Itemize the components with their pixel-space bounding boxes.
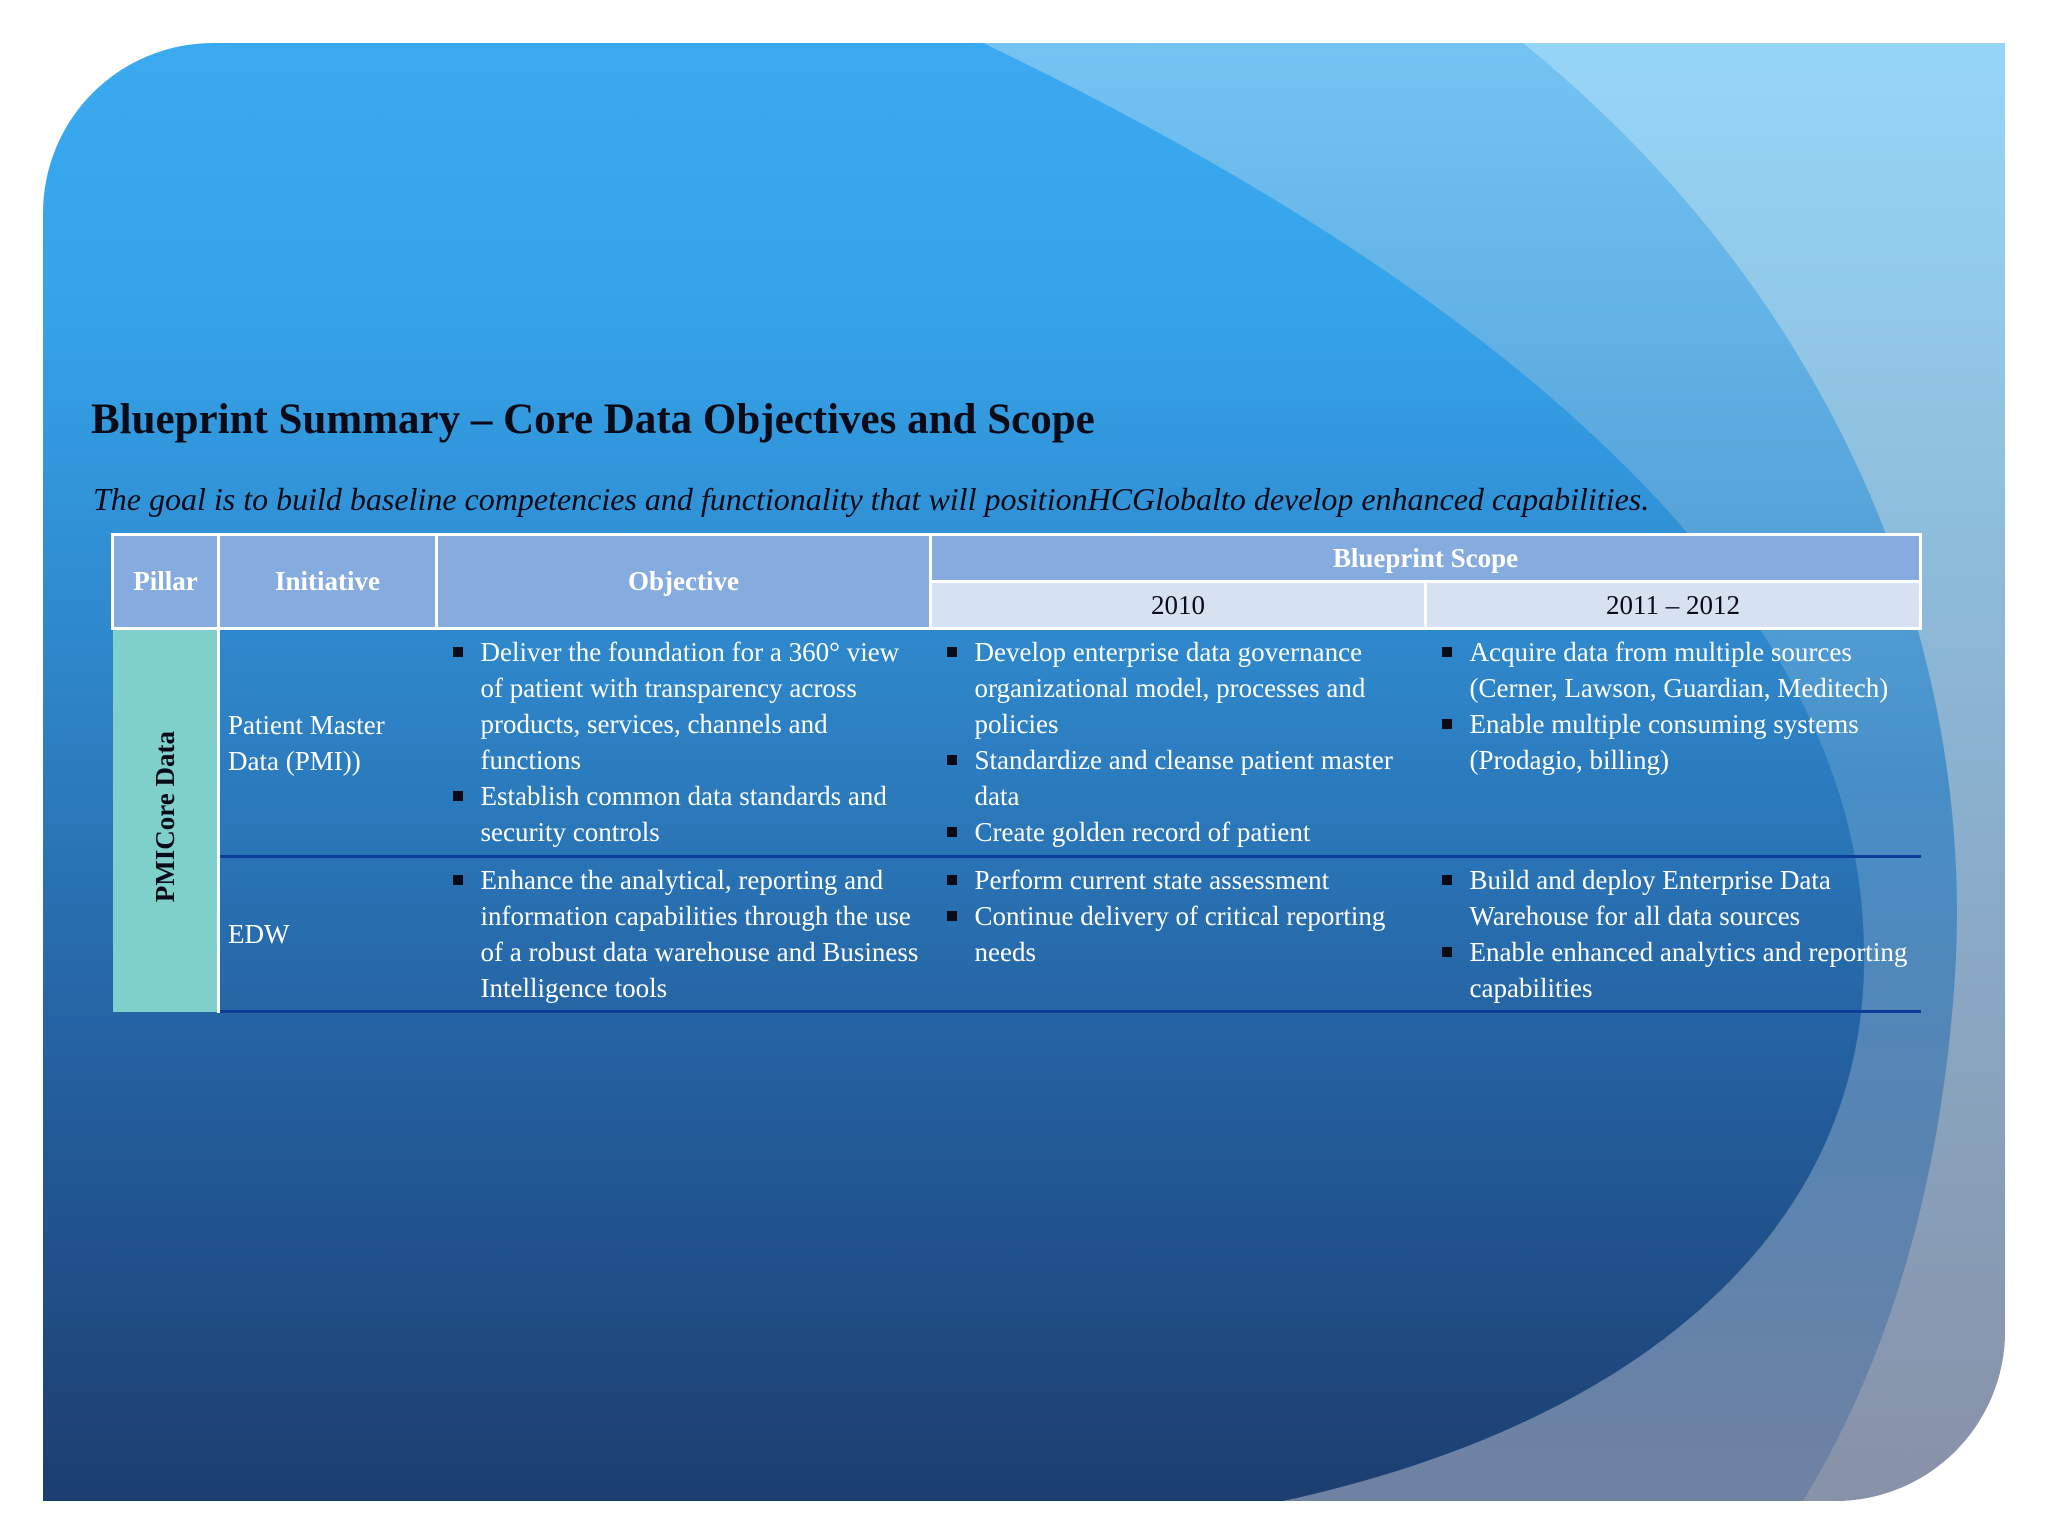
page-subtitle: The goal is to build baseline competencies and functionality that will positionHCGlobalto develop enhanced capabilities. [93, 481, 1650, 517]
initiative-cell: Patient Master Data (PMI)) [219, 629, 437, 857]
list-item: Perform current state assessment [937, 862, 1420, 898]
list-item: Build and deploy Enterprise Data Warehouse for all data sources [1432, 862, 1915, 934]
pillar-cell [113, 629, 219, 1012]
table-header-row [113, 535, 1921, 582]
header-year-2010: 2010 [931, 582, 1426, 629]
table-row [113, 857, 1921, 1012]
blueprint-scope-table [111, 533, 1922, 1013]
scope-2011-2012-cell [1426, 857, 1921, 1012]
list-item: Enable enhanced analytics and reporting capabilities [1432, 934, 1915, 1006]
objective-cell [437, 629, 931, 857]
header-blueprint-scope: Blueprint Scope [931, 535, 1921, 582]
list-item: Enable multiple consuming systems (Prodagio, billing) [1432, 706, 1915, 778]
scope-2010-cell [931, 857, 1426, 1012]
list-item: Enhance the analytical, reporting and information capabilities through the use of a robust data warehouse and Business Intelligence tools [443, 862, 925, 1006]
table-row [113, 629, 1921, 857]
list-item: Establish common data standards and security controls [443, 778, 925, 850]
list-item: Continue delivery of critical reporting needs [937, 898, 1420, 970]
list-item: Develop enterprise data governance organizational model, processes and policies [937, 634, 1420, 742]
initiative-cell: EDW [219, 857, 437, 1012]
list-item: Create golden record of patient [937, 814, 1420, 850]
slide-background [43, 43, 2005, 1501]
list-item: Acquire data from multiple sources (Cerner, Lawson, Guardian, Meditech) [1432, 634, 1915, 706]
list-item: Standardize and cleanse patient master data [937, 742, 1420, 814]
header-initiative: Initiative [219, 535, 437, 629]
header-objective: Objective [437, 535, 931, 629]
page-title: Blueprint Summary – Core Data Objectives and Scope [91, 396, 1095, 443]
header-year-2011-2012: 2011 – 2012 [1426, 582, 1921, 629]
list-item: Deliver the foundation for a 360° view of patient with transparency across products, services, channels and functions [443, 634, 925, 778]
pillar-label: PMICore Data [149, 730, 180, 902]
objective-cell [437, 857, 931, 1012]
scope-2011-2012-cell [1426, 629, 1921, 857]
scope-2010-cell [931, 629, 1426, 857]
header-pillar: Pillar [113, 535, 219, 629]
